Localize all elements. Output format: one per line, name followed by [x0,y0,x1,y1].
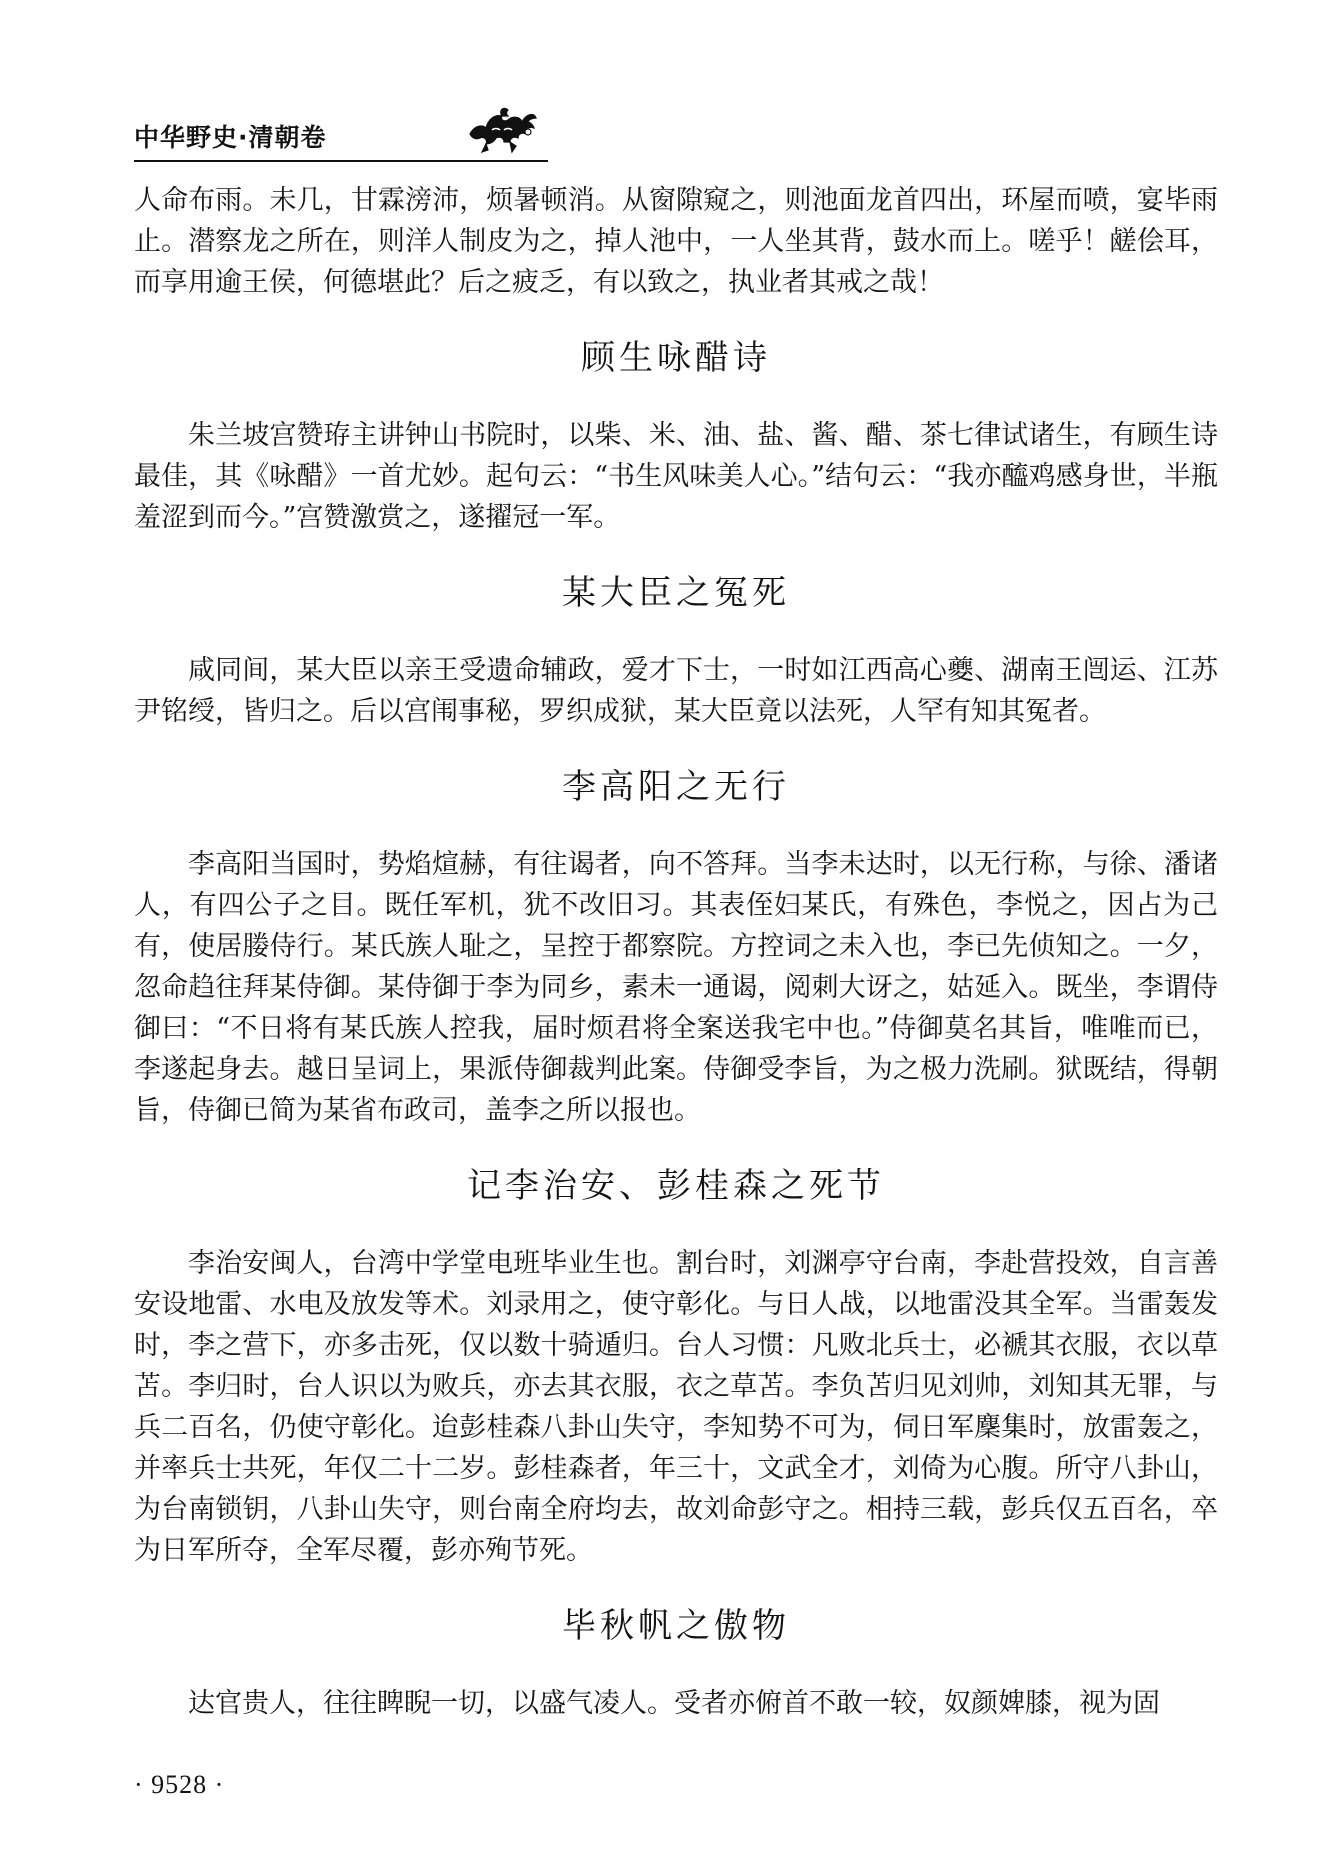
book-title: 中华野史·清朝卷 [134,123,327,152]
section-title: 顾生咏醋诗 [581,338,771,378]
section-title: 记李治安、彭桂森之死节 [467,1166,885,1206]
dragon-emblem-icon [464,104,540,156]
page-header [134,108,548,160]
section-paragraph: 李高阳当国时，势焰煊赫，有往谒者，向不答拜。当李未达时，以无行称，与徐、潘诸人，有四公子之目。既任军机，犹不改旧习。其表侄妇某氏，有殊色，李悦之，因占为己有，使居媵侍行。某氏族人耻之，呈控于都察院。方控词之未入也，李已先侦知之。一夕，忽命趋往拜某侍御。某侍御于李为同乡，素未一通谒，阅刺大讶之，姑延入。既坐，李谓侍御曰：“不日将有某氏族人控我，届时烦君将全案送我宅中也。”侍御莫名其旨，唯唯而已，李遂起身去。越日呈词上，果派侍御裁判此案。侍御受李旨，为之极力洗刷。狱既结，得朝旨，侍御已简为某省布政司，盖李之所以报也。 [134,849,1218,1126]
section-title: 李高阳之无行 [562,767,790,807]
page-number: · 9528 · [134,1770,225,1799]
section-paragraph: 达官贵人，往往睥睨一切，以盛气凌人。受者亦俯首不敢一较，奴颜婢膝，视为固 [188,1688,1160,1719]
section-paragraph: 李治安闽人，台湾中学堂电班毕业生也。割台时，刘渊亭守台南，李赴营投效，自言善安设地雷、水电及放发等术。刘录用之，使守彰化。与日人战，以地雷没其全军。当雷轰发时，李之营下，亦多击死，仅以数十骑遁归。台人习惯：凡败北兵士，必褫其衣服，衣以草苫。李归时，台人识以为败兵，亦去其衣服，衣之草苫。李负苫归见刘帅，刘知其无罪，与兵二百名，仍使守彰化。迨彭桂森八卦山失守，李知势不可为，伺日军麇集时，放雷轰之，并率兵士共死，年仅二十二岁。彭桂森者，年三十，文武全才，刘倚为心腹。所守八卦山，为台南锁钥，八卦山失守，则台南全府均去，故刘命彭守之。相持三载，彭兵仅五百名，卒为日军所夺，全军尽覆，彭亦殉节死。 [134,1248,1218,1566]
section-paragraph: 咸同间，某大臣以亲王受遗命辅政，爱才下士，一时如江西高心夔、湖南王闿运、江苏尹铭绶，皆归之。后以宫闱事秘，罗织成狱，某大臣竟以法死，人罕有知其冤者。 [134,655,1218,727]
header-divider [134,160,548,162]
section-title: 毕秋帆之傲物 [562,1606,790,1646]
section-paragraph: 朱兰坡宫赞珔主讲钟山书院时，以柴、米、油、盐、酱、醋、茶七律试诸生，有顾生诗最佳，其《咏醋》一首尤妙。起句云：“书生风味美人心。”结句云：“我亦醯鸡感身世，半瓶羞涩到而今。”宫赞激赏之，遂擢冠一军。 [134,420,1218,533]
section-title: 某大臣之冤死 [562,573,790,613]
page-content [134,180,1218,1724]
intro-paragraph: 人命布雨。未几，甘霖滂沛，烦暑顿消。从窗隙窥之，则池面龙首四出，环屋而喷，宴毕雨止。潜察龙之所在，则洋人制皮为之，掉人池中，一人坐其背，鼓水而上。嗟乎！鹾侩耳，而享用逾王侯，何德堪此？后之疲乏，有以致之，执业者其戒之哉！ [134,185,1218,298]
